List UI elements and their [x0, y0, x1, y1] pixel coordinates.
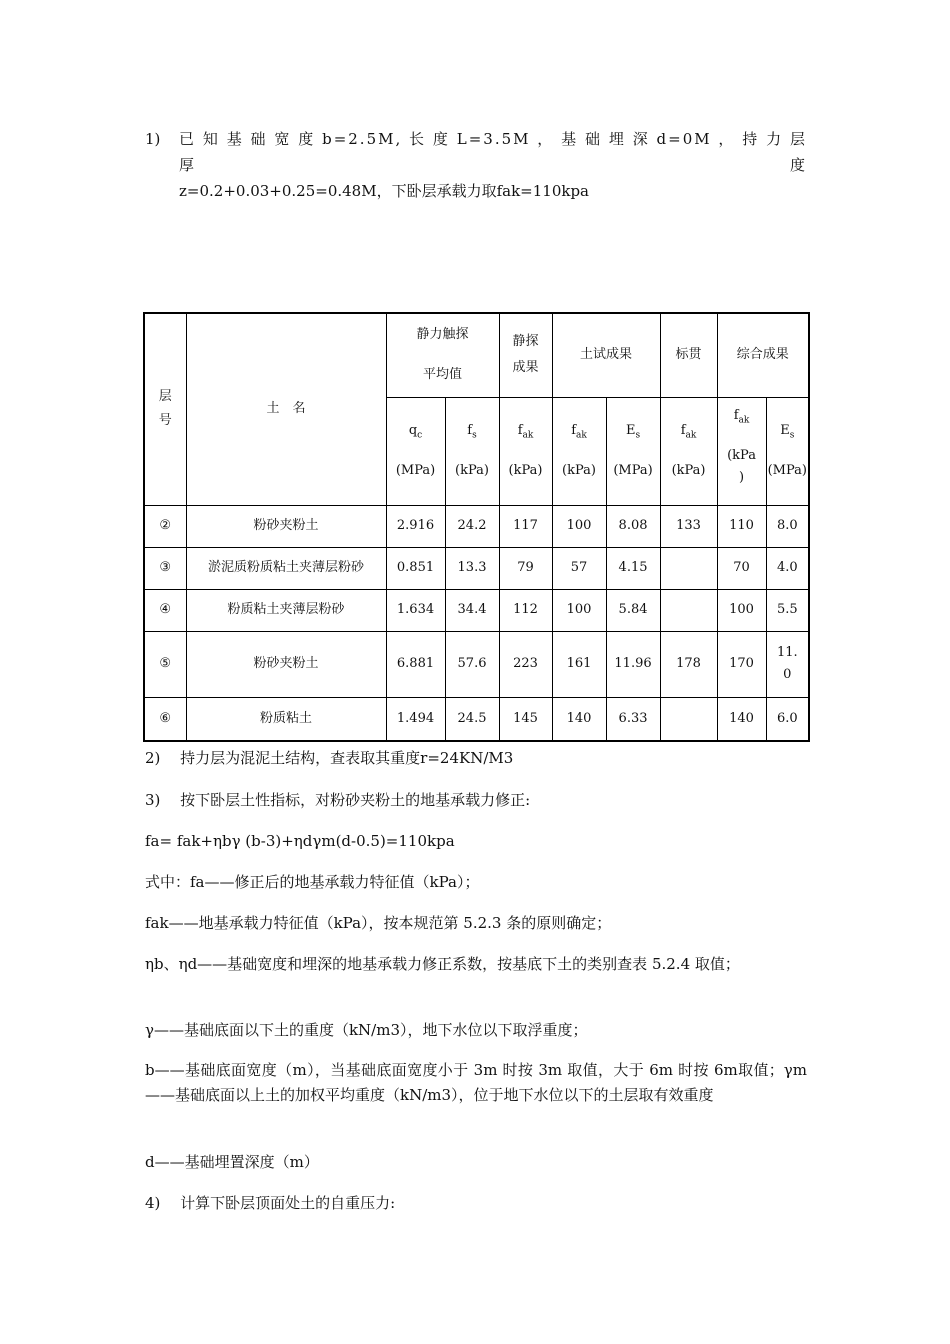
- table-cell: [660, 697, 717, 741]
- table-cell: 1.634: [386, 589, 445, 631]
- item-1-number: 1): [145, 130, 161, 148]
- table-cell: 8.08: [606, 505, 660, 547]
- definition-eta: ηb、ηd——基础宽度和埋深的地基承载力修正系数，按基底下土的类别查表 5.2.4 取值；: [145, 955, 740, 973]
- header-cpt-average: 静力触探 平均值: [386, 313, 499, 397]
- table-cell: 117: [499, 505, 552, 547]
- layer-number: ④: [144, 589, 186, 631]
- header-static-result: 静探 成果: [499, 313, 552, 397]
- table-cell: 145: [499, 697, 552, 741]
- table-cell: 2.916: [386, 505, 445, 547]
- soil-parameter-table: [143, 312, 810, 742]
- table-row: [144, 631, 809, 697]
- formula: fa= fak+ηbγ (b-3)+ηdγm(d-0.5)=110kpa: [145, 832, 455, 850]
- header-composite-result: 综合成果: [717, 313, 809, 397]
- table-cell: [660, 547, 717, 589]
- item-1: [145, 126, 807, 204]
- unit-header-6: $f_{ak}$ (kPa ): [717, 397, 766, 505]
- definition-fa: 式中：fa——修正后的地基承载力特征值（kPa）；: [145, 873, 480, 891]
- header-soil-name: 土 名: [186, 313, 386, 505]
- table-cell: [660, 589, 717, 631]
- table-cell: 13.3: [445, 547, 499, 589]
- table-cell: 100: [552, 505, 606, 547]
- table-cell: 1.494: [386, 697, 445, 741]
- item-1-line-1: 已 知 基 础 宽 度 b=2.5M, 长 度 L=3.5M ， 基 础 埋 深 d=0M ， 持 力 层 厚 度: [179, 130, 807, 174]
- table-cell: 161: [552, 631, 606, 697]
- table-cell: 11. 0: [766, 631, 809, 697]
- unit-header-1: $f_s$ (kPa): [445, 397, 499, 505]
- table-cell: 6.0: [766, 697, 809, 741]
- table-cell: 112: [499, 589, 552, 631]
- header-spt: 标贯: [660, 313, 717, 397]
- table-row: [144, 505, 809, 547]
- layer-number: ⑥: [144, 697, 186, 741]
- soil-name: 粉质粘土: [186, 697, 386, 741]
- unit-header-7: $E_s$ (MPa): [766, 397, 809, 505]
- table-cell: 70: [717, 547, 766, 589]
- unit-header-0: $q_c$ (MPa): [386, 397, 445, 505]
- table-cell: 140: [717, 697, 766, 741]
- table-cell: 6.881: [386, 631, 445, 697]
- unit-header-2: $f_{ak}$ (kPa): [499, 397, 552, 505]
- unit-header-3: $f_{ak}$ (kPa): [552, 397, 606, 505]
- table-cell: 5.84: [606, 589, 660, 631]
- table-cell: 100: [717, 589, 766, 631]
- unit-header-4: $E_s$ (MPa): [606, 397, 660, 505]
- soil-name: 粉质粘土夹薄层粉砂: [186, 589, 386, 631]
- table-cell: 4.15: [606, 547, 660, 589]
- table-cell: 8.0: [766, 505, 809, 547]
- item-1-line-2: z=0.2+0.03+0.25=0.48M，下卧层承载力取fak=110kpa: [179, 182, 590, 200]
- table-cell: 170: [717, 631, 766, 697]
- item-3: 3) 按下卧层土性指标，对粉砂夹粉土的地基承载力修正:: [145, 791, 531, 809]
- table-row: [144, 547, 809, 589]
- header-lab-result: 土试成果: [552, 313, 660, 397]
- definition-b-gamma-m: b——基础底面宽度（m），当基础底面宽度小于 3m 时按 3m 取值，大于 6m 时按 6m取值；γm——基础底面以上土的加权平均重度（kN/m3），位于地下水位以下的土层取有效重度: [145, 1061, 807, 1104]
- layer-number: ③: [144, 547, 186, 589]
- table-cell: 6.33: [606, 697, 660, 741]
- definition-d: d——基础埋置深度（m）: [145, 1153, 319, 1171]
- soil-name: 淤泥质粉质粘土夹薄层粉砂: [186, 547, 386, 589]
- table-cell: 5.5: [766, 589, 809, 631]
- definition-fak: fak——地基承载力特征值（kPa），按本规范第 5.2.3 条的原则确定；: [145, 914, 612, 932]
- layer-number: ⑤: [144, 631, 186, 697]
- soil-name: 粉砂夹粉土: [186, 505, 386, 547]
- table-cell: 0.851: [386, 547, 445, 589]
- table-cell: 11.96: [606, 631, 660, 697]
- table-cell: 4.0: [766, 547, 809, 589]
- table-cell: 100: [552, 589, 606, 631]
- soil-name: 粉砂夹粉土: [186, 631, 386, 697]
- table-cell: 133: [660, 505, 717, 547]
- item-4: 4) 计算下卧层顶面处土的自重压力:: [145, 1194, 396, 1212]
- table-row: [144, 697, 809, 741]
- table-cell: 34.4: [445, 589, 499, 631]
- table-cell: 57.6: [445, 631, 499, 697]
- table-cell: 110: [717, 505, 766, 547]
- table-cell: 57: [552, 547, 606, 589]
- table-cell: 24.5: [445, 697, 499, 741]
- table-cell: 178: [660, 631, 717, 697]
- table-row: [144, 589, 809, 631]
- table-cell: 24.2: [445, 505, 499, 547]
- item-2: 2) 持力层为混泥土结构，查表取其重度r=24KN/M3: [145, 749, 514, 767]
- unit-header-5: $f_{ak}$ (kPa): [660, 397, 717, 505]
- table-cell: 79: [499, 547, 552, 589]
- header-layer-no: 层号: [144, 313, 186, 505]
- definition-gamma: γ——基础底面以下土的重度（kN/m3），地下水位以下取浮重度；: [145, 1021, 588, 1039]
- table-cell: 223: [499, 631, 552, 697]
- table-cell: 140: [552, 697, 606, 741]
- layer-number: ②: [144, 505, 186, 547]
